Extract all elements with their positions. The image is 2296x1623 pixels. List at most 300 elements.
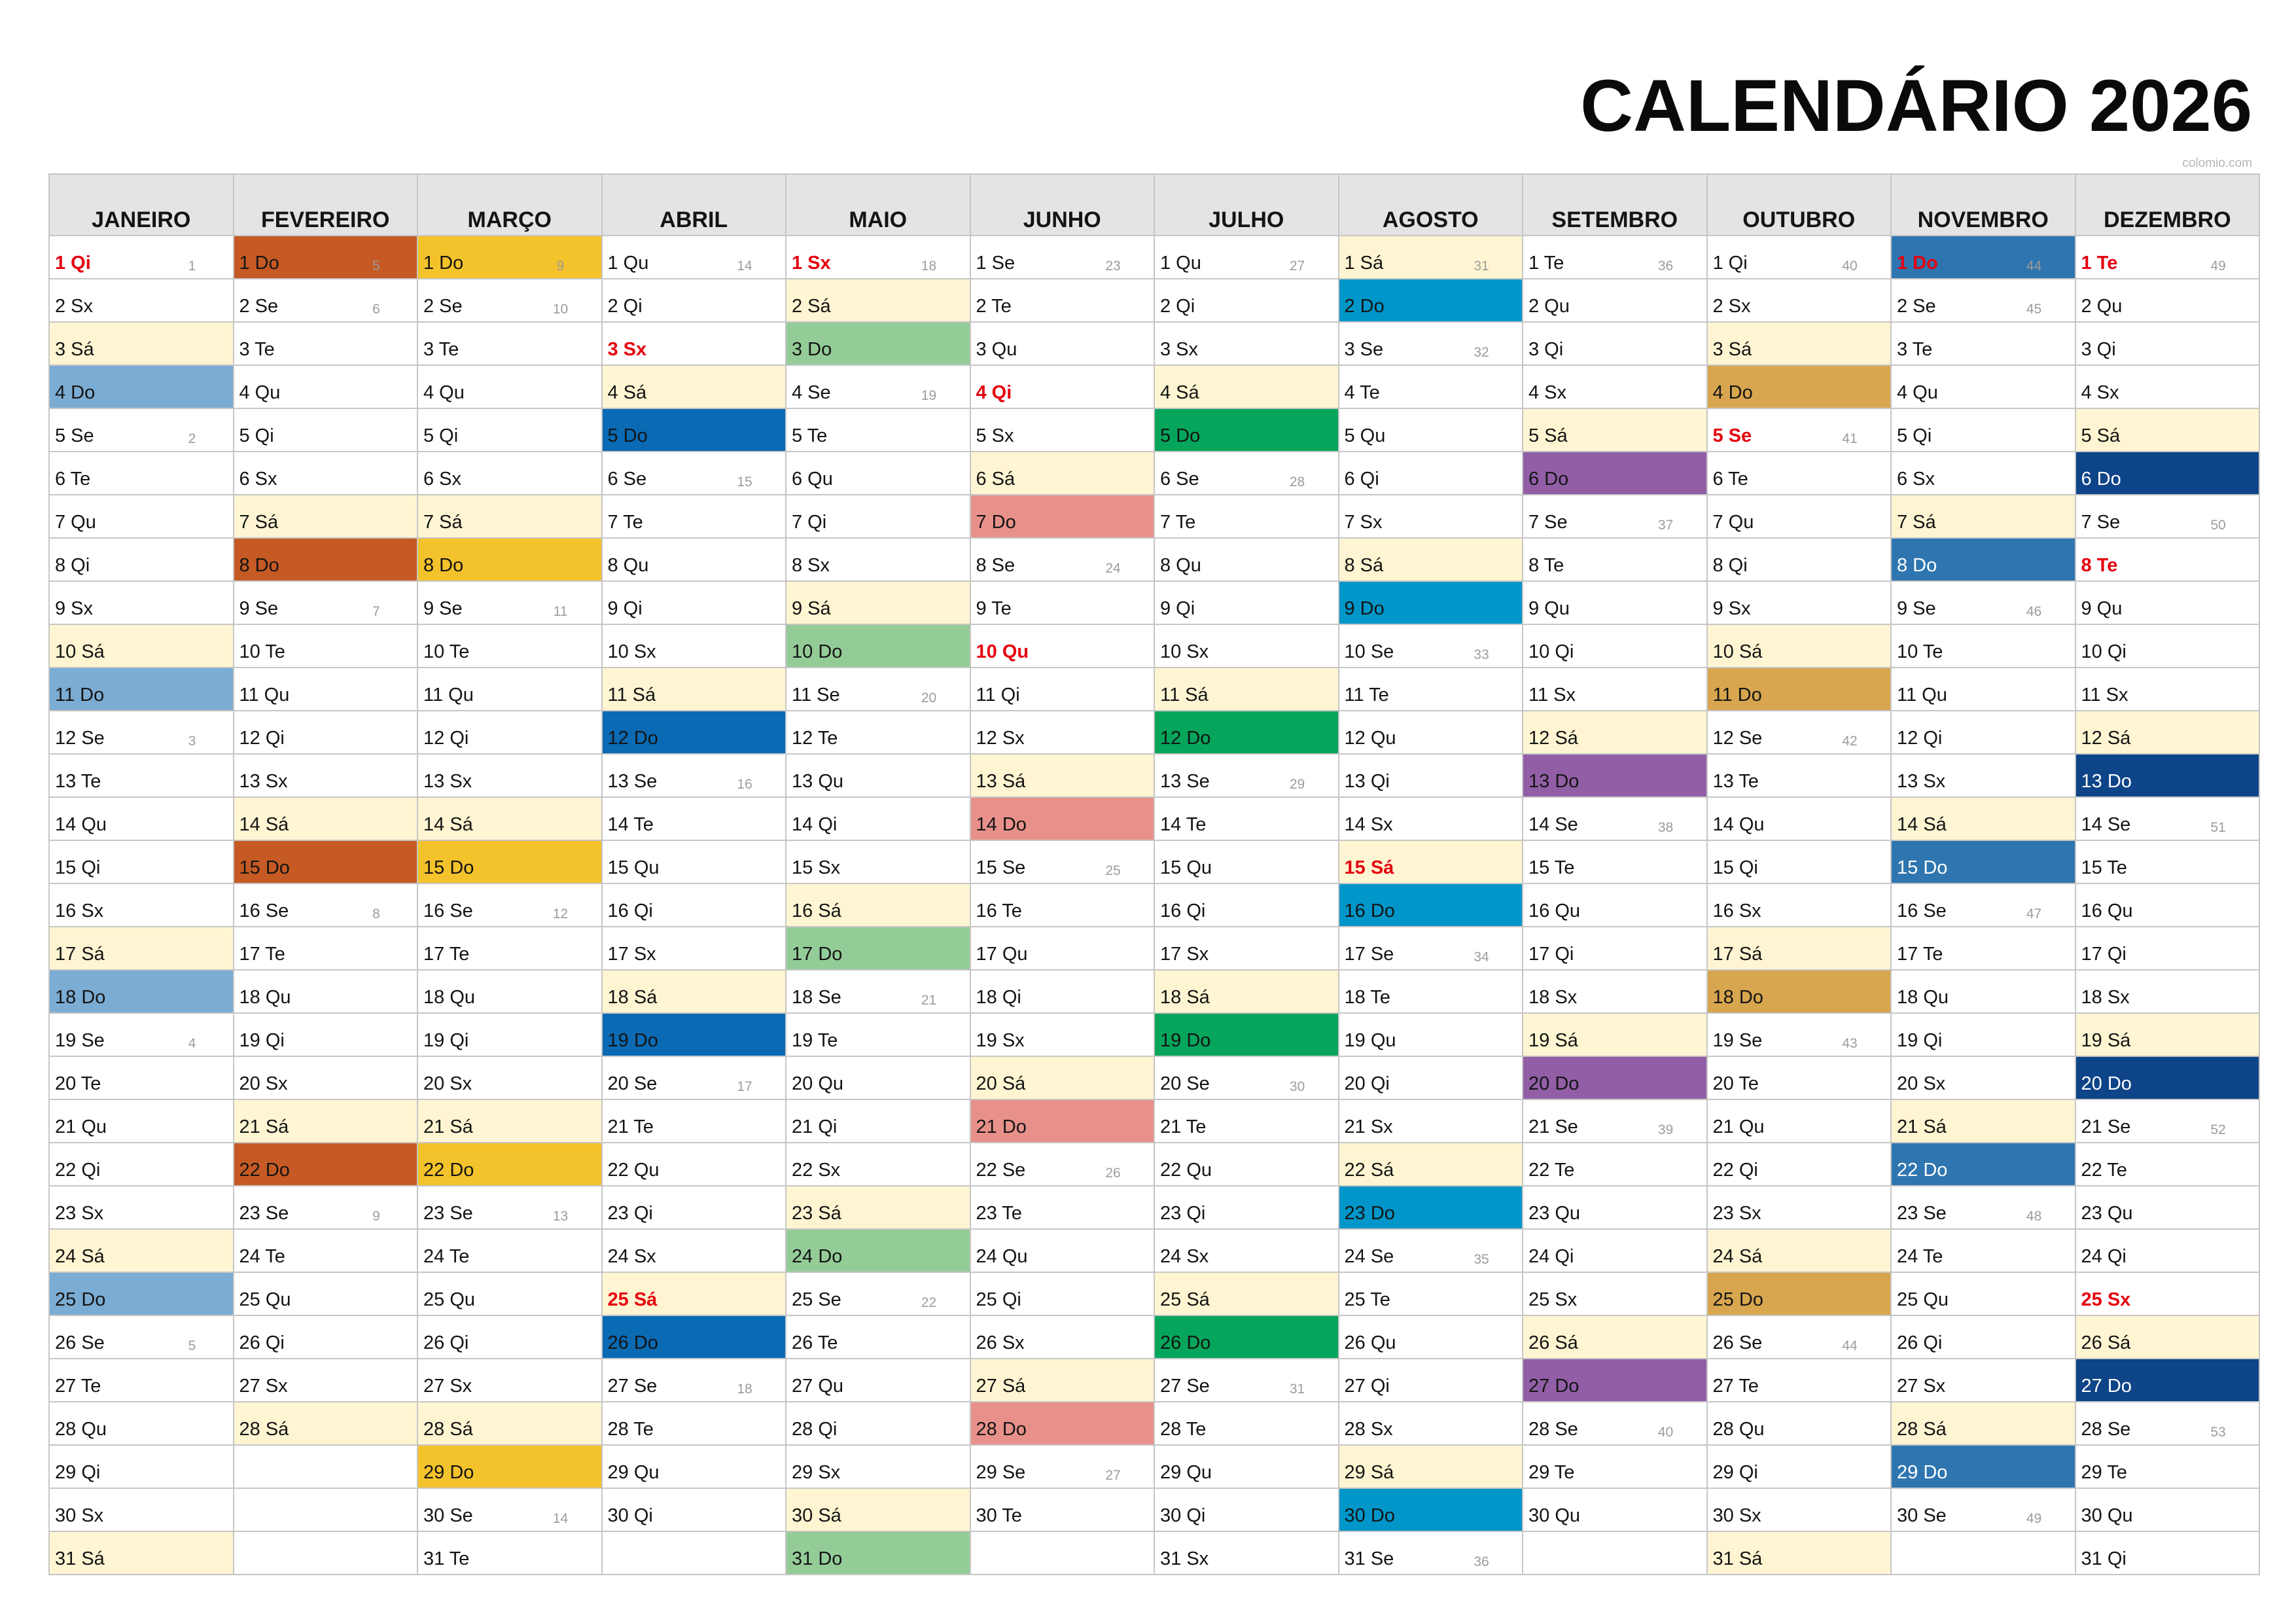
- day-cell: [1708, 1230, 1891, 1273]
- day-cell: [418, 1273, 601, 1316]
- day-label: 5 Sá: [1528, 425, 1568, 446]
- day-label: 12 Sx: [976, 728, 1025, 749]
- day-cell: [418, 582, 601, 625]
- week-number: 9: [372, 1209, 380, 1224]
- week-number: 15: [737, 474, 752, 490]
- day-cell: [1339, 1186, 1523, 1230]
- day-label: 7 Qu: [1712, 512, 1754, 533]
- day-cell: [50, 1532, 233, 1575]
- day-cell: [234, 1014, 417, 1057]
- source-watermark: colomio.com: [2182, 156, 2252, 170]
- week-number: 14: [737, 259, 752, 274]
- day-label: 12 Do: [1160, 728, 1211, 749]
- day-label: 8 Qi: [1712, 555, 1748, 576]
- day-cell: [603, 927, 786, 971]
- day-label: 13 Sx: [423, 771, 472, 792]
- day-label: 25 Te: [1344, 1289, 1390, 1310]
- day-label: 24 Qi: [1528, 1246, 1574, 1267]
- day-cell: [1892, 668, 2075, 711]
- day-cell: [234, 495, 417, 539]
- day-cell: [418, 1532, 601, 1575]
- day-cell: [50, 1446, 233, 1489]
- day-cell: [2076, 1446, 2259, 1489]
- day-label: 20 Te: [55, 1073, 101, 1094]
- day-cell: [786, 1359, 970, 1402]
- day-cell: [603, 1014, 786, 1057]
- day-cell: [786, 927, 970, 971]
- month-column: [603, 175, 787, 1575]
- month-column: [234, 175, 419, 1575]
- week-number: 47: [2026, 906, 2042, 921]
- week-number: 33: [1474, 647, 1489, 662]
- week-number: 43: [1842, 1036, 1858, 1051]
- day-label: 13 Te: [1712, 771, 1759, 792]
- day-label: 24 Do: [792, 1246, 843, 1267]
- day-cell: [1339, 668, 1523, 711]
- day-label: 8 Sx: [792, 555, 830, 576]
- week-number: 34: [1474, 950, 1489, 965]
- day-label: 20 Do: [2081, 1073, 2132, 1094]
- day-label: 30 Se: [423, 1505, 473, 1526]
- month-header: AGOSTO: [1339, 175, 1523, 236]
- day-label: 19 Sá: [1528, 1030, 1578, 1051]
- day-label: 16 Qu: [2081, 901, 2133, 921]
- day-label: 19 Do: [607, 1030, 658, 1051]
- month-header: JANEIRO: [50, 175, 233, 236]
- day-cell: [418, 409, 601, 452]
- day-cell: [50, 495, 233, 539]
- day-cell: [1523, 495, 1706, 539]
- day-label: 22 Se: [976, 1160, 1026, 1181]
- page-title: CALENDÁRIO 2026: [1580, 65, 2252, 147]
- day-cell: [603, 1143, 786, 1186]
- day-label: 16 Sx: [1712, 901, 1761, 921]
- day-cell: [786, 495, 970, 539]
- day-label: 25 Do: [55, 1289, 106, 1310]
- day-cell: [2076, 1359, 2259, 1402]
- day-cell: [786, 798, 970, 841]
- day-label: 19 Qu: [1344, 1030, 1396, 1051]
- day-cell: [786, 668, 970, 711]
- day-label: 29 Do: [1897, 1462, 1948, 1483]
- day-cell: [1523, 1057, 1706, 1100]
- week-number: 45: [2026, 302, 2042, 317]
- day-label: 16 Qu: [1528, 901, 1580, 921]
- day-label: 22 Te: [2081, 1160, 2127, 1181]
- day-label: 31 Se: [1344, 1548, 1394, 1569]
- day-cell: [971, 1316, 1154, 1359]
- day-label: 12 Te: [792, 728, 838, 749]
- day-cell: [1892, 841, 2075, 884]
- day-cell: [50, 1359, 233, 1402]
- day-label: 16 Do: [1344, 901, 1395, 921]
- day-label: 26 Te: [792, 1332, 838, 1353]
- day-cell: [50, 711, 233, 755]
- day-cell: [418, 1100, 601, 1143]
- day-cell: [1892, 1057, 2075, 1100]
- day-cell: [1523, 1273, 1706, 1316]
- week-number: 40: [1657, 1425, 1674, 1440]
- day-cell: [786, 1316, 970, 1359]
- day-cell: [971, 452, 1154, 495]
- day-label: 23 Sá: [792, 1203, 841, 1224]
- day-cell: [1155, 711, 1338, 755]
- day-label: 23 Qi: [1160, 1203, 1206, 1224]
- day-label: 23 Se: [239, 1203, 289, 1224]
- day-label: 3 Qi: [1528, 339, 1564, 360]
- day-label: 22 Te: [1528, 1160, 1575, 1181]
- day-cell: [603, 711, 786, 755]
- day-cell: [2076, 927, 2259, 971]
- day-cell: [2076, 495, 2259, 539]
- day-label: 8 Qu: [1160, 555, 1201, 576]
- day-cell: [603, 1402, 786, 1446]
- day-cell: [50, 452, 233, 495]
- day-label: 9 Se: [1897, 598, 1936, 619]
- day-cell: [1523, 1446, 1706, 1489]
- day-label: 21 Te: [1160, 1116, 1207, 1137]
- day-label: 18 Qu: [239, 987, 291, 1008]
- day-cell: [418, 1489, 601, 1532]
- day-label: 2 Se: [423, 296, 463, 317]
- month-column: [1523, 175, 1708, 1575]
- day-label: 14 Sá: [1897, 814, 1947, 835]
- week-number: 17: [737, 1079, 752, 1094]
- day-label: 28 Sx: [1344, 1419, 1393, 1440]
- day-label: 11 Se: [792, 685, 840, 705]
- day-cell: [1708, 711, 1891, 755]
- day-label: 4 Sx: [1528, 382, 1567, 403]
- day-cell: [1523, 409, 1706, 452]
- day-cell: [1155, 971, 1338, 1014]
- day-label: 2 Sá: [792, 296, 831, 317]
- day-label: 9 Qi: [1160, 598, 1195, 619]
- day-cell: [234, 1230, 417, 1273]
- day-label: 1 Qi: [1712, 253, 1748, 274]
- day-cell: [2076, 1230, 2259, 1273]
- day-cell: [603, 971, 786, 1014]
- day-cell: [971, 279, 1154, 323]
- day-label: 21 Qu: [1712, 1116, 1765, 1137]
- day-label: 8 Qi: [55, 555, 90, 576]
- week-number: 12: [552, 906, 569, 921]
- day-cell: [50, 625, 233, 668]
- day-cell: [1155, 366, 1338, 409]
- day-label: 27 Sá: [976, 1376, 1026, 1397]
- day-cell: [1892, 1359, 2075, 1402]
- day-cell: [1708, 236, 1891, 279]
- day-cell: [2076, 409, 2259, 452]
- day-cell: [1523, 1316, 1706, 1359]
- week-number: 48: [2026, 1209, 2042, 1224]
- day-cell: [1339, 1230, 1523, 1273]
- month-header: ABRIL: [603, 175, 786, 236]
- week-number: 5: [188, 1338, 196, 1353]
- day-cell: [1892, 755, 2075, 798]
- day-label: 3 Te: [1897, 339, 1933, 360]
- day-label: 28 Qi: [792, 1419, 838, 1440]
- day-cell: [50, 755, 233, 798]
- day-label: 25 Sá: [1160, 1289, 1210, 1310]
- day-label: 29 Qi: [1712, 1462, 1758, 1483]
- day-cell: [971, 409, 1154, 452]
- day-label: 31 Qi: [2081, 1548, 2127, 1569]
- day-label: 15 Qu: [1160, 857, 1212, 878]
- day-cell: [1708, 279, 1891, 323]
- day-label: 30 Sá: [792, 1505, 841, 1526]
- day-cell: [786, 884, 970, 927]
- day-label: 15 Te: [1528, 857, 1575, 878]
- day-cell: [1339, 1402, 1523, 1446]
- day-cell: [418, 927, 601, 971]
- day-cell: [50, 884, 233, 927]
- day-label: 2 Qu: [2081, 296, 2123, 317]
- day-cell: [1155, 1014, 1338, 1057]
- day-label: 26 Qu: [1344, 1332, 1396, 1353]
- day-cell: [1523, 1402, 1706, 1446]
- day-label: 14 Do: [976, 814, 1027, 835]
- day-cell: [1892, 495, 2075, 539]
- day-cell: [1708, 323, 1891, 366]
- day-label: 14 Se: [1528, 814, 1578, 835]
- day-cell: [50, 409, 233, 452]
- day-cell: [50, 1273, 233, 1316]
- day-label: 3 Sá: [55, 339, 94, 360]
- month-header: JULHO: [1155, 175, 1338, 236]
- day-label: 3 Sx: [607, 339, 647, 360]
- week-number: 49: [2026, 1511, 2042, 1526]
- day-cell: [50, 841, 233, 884]
- day-cell: [971, 711, 1154, 755]
- day-cell: [418, 495, 601, 539]
- day-label: 11 Sx: [2081, 685, 2128, 705]
- day-label: 5 Sx: [976, 425, 1014, 446]
- day-cell: [418, 971, 601, 1014]
- day-cell: [2076, 1273, 2259, 1316]
- day-label: 19 Qi: [1897, 1030, 1943, 1051]
- day-label: 4 Te: [1344, 382, 1380, 403]
- day-label: 2 Qu: [1528, 296, 1570, 317]
- day-label: 16 Sx: [55, 901, 104, 921]
- week-number: 49: [2210, 259, 2226, 274]
- day-cell: [971, 1143, 1154, 1186]
- day-cell: [234, 841, 417, 884]
- day-cell: [2076, 366, 2259, 409]
- week-number: 18: [737, 1382, 752, 1397]
- month-column: [786, 175, 971, 1575]
- day-label: 17 Sá: [1712, 944, 1763, 965]
- week-number: 40: [1842, 259, 1858, 274]
- week-number: 14: [552, 1511, 569, 1526]
- day-cell: [603, 755, 786, 798]
- day-cell: [418, 366, 601, 409]
- day-label: 12 Qi: [239, 728, 285, 749]
- day-label: 23 Qi: [607, 1203, 653, 1224]
- day-cell: [1892, 1402, 2075, 1446]
- day-label: 15 Se: [976, 857, 1026, 878]
- day-label: 5 Qi: [1897, 425, 1932, 446]
- empty-day-cell: [971, 1532, 1154, 1575]
- day-label: 9 Qi: [607, 598, 643, 619]
- week-number: 21: [921, 993, 937, 1008]
- day-cell: [971, 1230, 1154, 1273]
- day-label: 30 Sx: [55, 1505, 104, 1526]
- day-cell: [786, 755, 970, 798]
- month-column: [2076, 175, 2261, 1575]
- month-column: [971, 175, 1156, 1575]
- day-label: 17 Te: [1897, 944, 1943, 965]
- day-cell: [971, 1489, 1154, 1532]
- day-cell: [1155, 625, 1338, 668]
- day-label: 1 Sx: [792, 253, 831, 274]
- day-label: 19 Se: [1712, 1030, 1763, 1051]
- day-cell: [786, 1143, 970, 1186]
- day-label: 29 Qu: [607, 1462, 660, 1483]
- day-label: 5 Do: [1160, 425, 1201, 446]
- day-label: 17 Sx: [607, 944, 656, 965]
- day-cell: [418, 755, 601, 798]
- day-label: 23 Qu: [1528, 1203, 1580, 1224]
- week-number: 25: [1105, 863, 1121, 878]
- day-cell: [1523, 236, 1706, 279]
- day-label: 29 Sá: [1344, 1462, 1394, 1483]
- day-label: 18 Sx: [2081, 987, 2130, 1008]
- day-label: 24 Te: [423, 1246, 470, 1267]
- day-cell: [786, 279, 970, 323]
- day-label: 5 Qi: [239, 425, 274, 446]
- day-label: 1 Sá: [1344, 253, 1384, 274]
- day-label: 23 Te: [976, 1203, 1022, 1224]
- day-label: 29 Te: [1528, 1462, 1575, 1483]
- day-label: 14 Se: [2081, 814, 2131, 835]
- day-cell: [603, 884, 786, 927]
- day-cell: [2076, 884, 2259, 927]
- day-cell: [234, 798, 417, 841]
- day-cell: [786, 1273, 970, 1316]
- day-cell: [1892, 1014, 2075, 1057]
- day-cell: [2076, 1402, 2259, 1446]
- day-label: 28 Se: [2081, 1419, 2131, 1440]
- day-cell: [1339, 1143, 1523, 1186]
- day-label: 8 Te: [1528, 555, 1564, 576]
- week-number: 2: [188, 431, 196, 446]
- day-label: 12 Do: [607, 728, 658, 749]
- day-label: 11 Qi: [976, 685, 1020, 705]
- day-label: 25 Qu: [239, 1289, 291, 1310]
- day-label: 9 Sx: [1712, 598, 1751, 619]
- day-label: 4 Sá: [607, 382, 647, 403]
- day-cell: [1708, 841, 1891, 884]
- day-label: 28 Sá: [1897, 1419, 1947, 1440]
- day-cell: [971, 323, 1154, 366]
- day-cell: [1339, 1316, 1523, 1359]
- day-label: 2 Te: [976, 296, 1012, 317]
- day-cell: [603, 366, 786, 409]
- day-label: 26 Do: [607, 1332, 658, 1353]
- day-cell: [786, 1402, 970, 1446]
- day-cell: [2076, 1186, 2259, 1230]
- day-cell: [971, 366, 1154, 409]
- day-label: 6 Qu: [792, 469, 833, 490]
- day-label: 28 Se: [1528, 1419, 1578, 1440]
- day-label: 10 Te: [1897, 641, 1943, 662]
- day-cell: [1339, 539, 1523, 582]
- day-cell: [1523, 1359, 1706, 1402]
- day-label: 10 Sá: [55, 641, 105, 662]
- day-cell: [1339, 971, 1523, 1014]
- day-cell: [1339, 1014, 1523, 1057]
- week-number: 27: [1289, 259, 1305, 274]
- day-cell: [1892, 539, 2075, 582]
- day-cell: [603, 1489, 786, 1532]
- week-number: 5: [372, 259, 380, 274]
- day-label: 13 Sá: [976, 771, 1026, 792]
- day-cell: [1708, 1316, 1891, 1359]
- day-label: 29 Sx: [792, 1462, 841, 1483]
- day-cell: [1155, 539, 1338, 582]
- day-label: 28 Qu: [1712, 1419, 1765, 1440]
- week-number: 29: [1289, 777, 1305, 792]
- day-label: 20 Qu: [792, 1073, 843, 1094]
- day-label: 7 Qu: [55, 512, 96, 533]
- day-cell: [50, 582, 233, 625]
- day-cell: [418, 452, 601, 495]
- day-label: 23 Sx: [55, 1203, 104, 1224]
- week-number: 3: [188, 734, 196, 749]
- week-number: 13: [552, 1209, 569, 1224]
- day-cell: [786, 409, 970, 452]
- day-label: 28 Te: [607, 1419, 654, 1440]
- day-cell: [234, 1316, 417, 1359]
- day-cell: [418, 236, 601, 279]
- day-cell: [418, 1014, 601, 1057]
- day-label: 27 Te: [1712, 1376, 1759, 1397]
- day-label: 3 Do: [792, 339, 832, 360]
- day-label: 20 Te: [1712, 1073, 1759, 1094]
- day-cell: [1708, 409, 1891, 452]
- day-cell: [2076, 1316, 2259, 1359]
- day-cell: [1708, 668, 1891, 711]
- day-cell: [1523, 582, 1706, 625]
- day-cell: [1708, 1532, 1891, 1575]
- day-cell: [234, 884, 417, 927]
- day-cell: [1892, 884, 2075, 927]
- day-cell: [1339, 927, 1523, 971]
- day-cell: [2076, 1014, 2259, 1057]
- day-label: 15 Sá: [1344, 857, 1394, 878]
- day-label: 7 Te: [1160, 512, 1196, 533]
- month-header: MARÇO: [418, 175, 601, 236]
- week-number: 1: [188, 259, 196, 274]
- day-label: 6 Te: [1712, 469, 1748, 490]
- day-label: 30 Se: [1897, 1505, 1947, 1526]
- day-cell: [971, 1100, 1154, 1143]
- day-label: 21 Sá: [239, 1116, 289, 1137]
- day-label: 13 Se: [1160, 771, 1210, 792]
- day-label: 7 Do: [976, 512, 1016, 533]
- day-label: 5 Qi: [423, 425, 459, 446]
- day-cell: [1523, 452, 1706, 495]
- day-label: 10 Do: [792, 641, 843, 662]
- day-cell: [234, 711, 417, 755]
- week-number: 28: [1289, 474, 1305, 490]
- day-cell: [1523, 927, 1706, 971]
- day-cell: [603, 841, 786, 884]
- day-cell: [971, 1402, 1154, 1446]
- day-label: 2 Do: [1344, 296, 1385, 317]
- day-label: 28 Te: [1160, 1419, 1207, 1440]
- day-cell: [1892, 279, 2075, 323]
